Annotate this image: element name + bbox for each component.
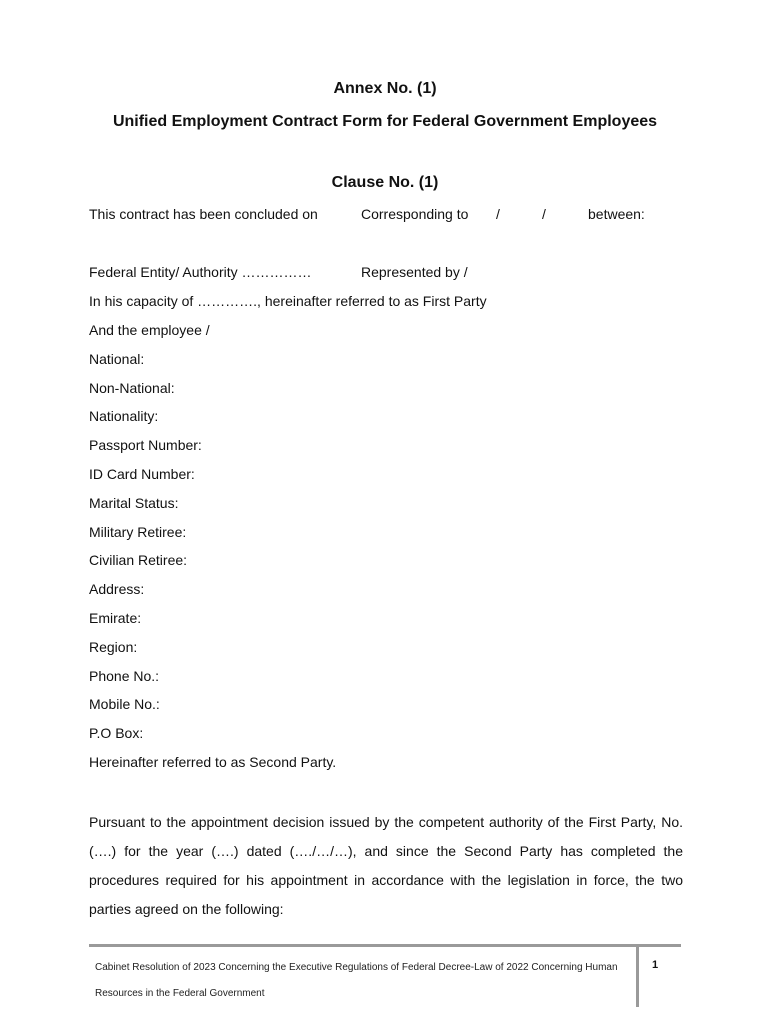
federal-entity-label: Federal Entity/ Authority …………… xyxy=(89,264,312,280)
annex-heading: Annex No. (1) xyxy=(333,80,437,97)
date-slash-1: / xyxy=(496,206,500,222)
appointment-paragraph: Pursuant to the appointment decision issued by the competent authority of the First Party, No. (….) for the year (….) dated (…./…/…), and since the Second Party has completed the procedures required for his appointment in accordance with the legislation in force, the two parties agreed on the following: xyxy=(89,814,683,917)
employee-field-label: Non-National: xyxy=(89,379,175,396)
employee-field-label: Mobile No.: xyxy=(89,696,160,713)
corresponding-label: Corresponding to xyxy=(361,206,469,222)
footer-divider xyxy=(89,944,681,947)
clause-heading: Clause No. (1) xyxy=(331,174,439,191)
footer-vertical-divider xyxy=(636,947,639,1007)
employee-field-label: Passport Number: xyxy=(89,437,202,454)
employee-field-label: National: xyxy=(89,350,145,367)
contract-concluded-label: This contract has been concluded on xyxy=(89,206,318,222)
employee-field-label: Civilian Retiree: xyxy=(89,552,188,569)
employee-field-label: Marital Status: xyxy=(89,494,179,511)
footer-text: Cabinet Resolution of 2023 Concerning the Executive Regulations of Federal Decree-Law of 2022 Concerning Human Resources in the Federal Government xyxy=(95,962,618,999)
employee-field-label: Nationality: xyxy=(89,408,159,425)
between-label: between: xyxy=(588,206,645,222)
employee-field-label: Phone No.: xyxy=(89,667,160,684)
document-title: Unified Employment Contract Form for Federal Government Employees xyxy=(112,113,658,130)
employee-field-label: And the employee / xyxy=(89,322,210,338)
employee-field-label: Hereinafter referred to as Second Party. xyxy=(89,754,337,770)
employee-field-label: ID Card Number: xyxy=(89,466,195,482)
employee-field-label: P.O Box: xyxy=(89,725,144,742)
date-slash-2: / xyxy=(542,206,546,222)
employee-field-label: Emirate: xyxy=(89,610,142,626)
represented-by-label: Represented by / xyxy=(361,264,468,280)
page-number: 1 xyxy=(652,959,659,971)
capacity-line: In his capacity of …………., hereinafter referred to as First Party xyxy=(89,293,487,309)
employee-field-label: Region: xyxy=(89,638,138,655)
employee-field-label: Military Retiree: xyxy=(89,523,187,540)
employee-field-label: Address: xyxy=(89,581,145,598)
